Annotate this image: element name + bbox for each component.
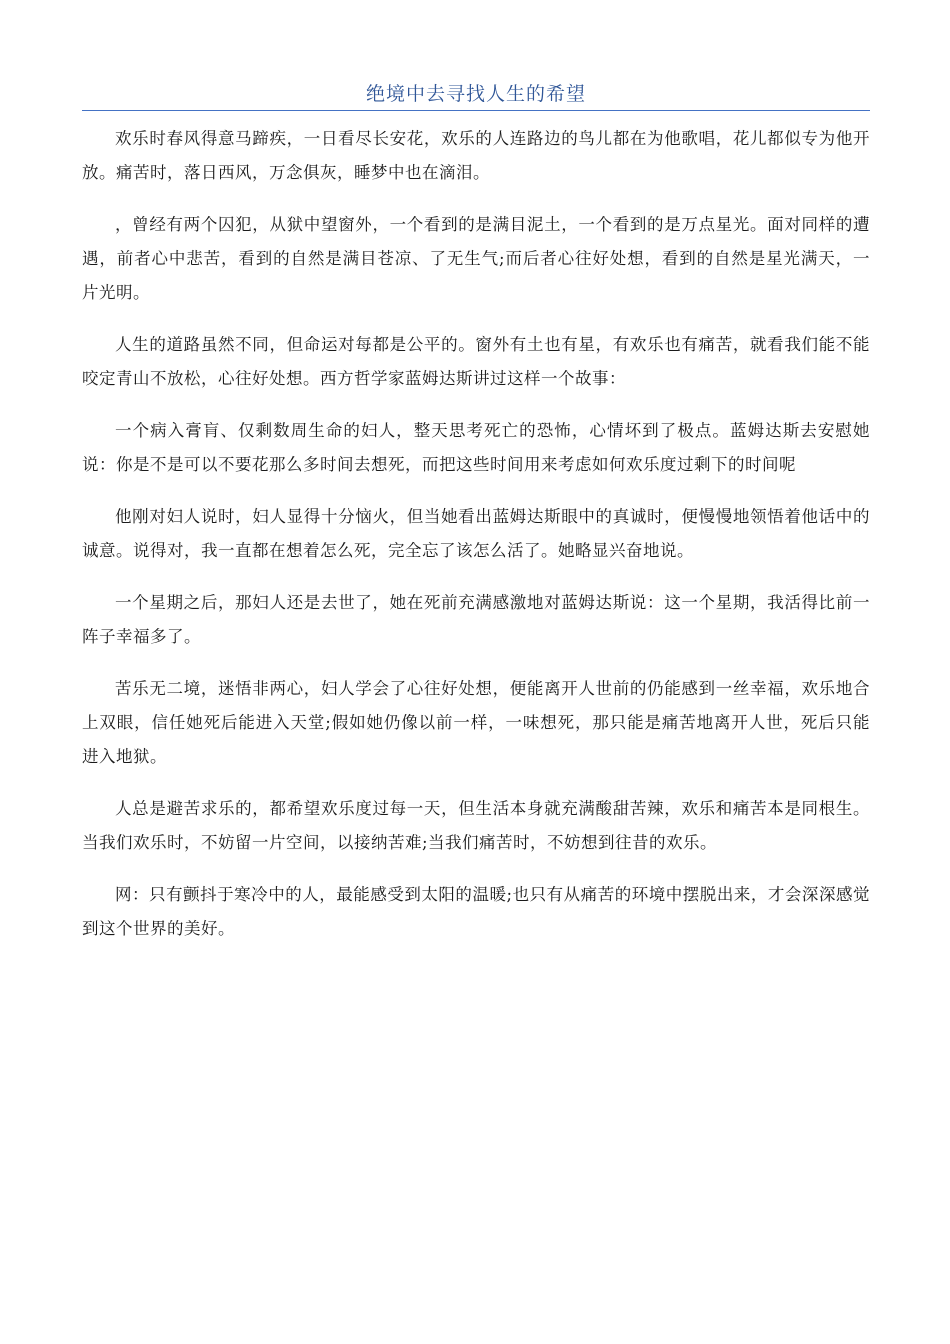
paragraph: 网：只有颤抖于寒冷中的人，最能感受到太阳的温暖;也只有从痛苦的环境中摆脱出来，才会深深感觉到这个世界的美好。: [82, 885, 870, 938]
paragraph: 欢乐时春风得意马蹄疾，一日看尽长安花，欢乐的人连路边的鸟儿都在为他歌唱，花儿都似专为他开放。痛苦时，落日西风，万念俱灰，睡梦中也在滴泪。: [82, 129, 870, 182]
paragraph: 人生的道路虽然不同，但命运对每都是公平的。窗外有土也有星，有欢乐也有痛苦，就看我们能不能咬定青山不放松，心往好处想。西方哲学家蓝姆达斯讲过这样一个故事：: [82, 335, 870, 388]
paragraph: 一个星期之后，那妇人还是去世了，她在死前充满感激地对蓝姆达斯说：这一个星期，我活得比前一阵子幸福多了。: [82, 593, 870, 646]
page-header: [82, 80, 870, 111]
paragraph: 他刚对妇人说时，妇人显得十分恼火，但当她看出蓝姆达斯眼中的真诚时，便慢慢地领悟着他话中的诚意。说得对，我一直都在想着怎么死，完全忘了该怎么活了。她略显兴奋地说。: [82, 507, 870, 560]
paragraph: 人总是避苦求乐的，都希望欢乐度过每一天，但生活本身就充满酸甜苦辣，欢乐和痛苦本是同根生。当我们欢乐时，不妨留一片空间，以接纳苦难;当我们痛苦时，不妨想到往昔的欢乐。: [82, 799, 870, 852]
header-title: 绝境中去寻找人生的希望: [365, 83, 586, 105]
paragraph: ，曾经有两个囚犯，从狱中望窗外，一个看到的是满目泥土，一个看到的是万点星光。面对同样的遭遇，前者心中悲苦，看到的自然是满目苍凉、了无生气;而后者心往好处想，看到的自然是星光满天，一片光明。: [82, 215, 870, 302]
paragraph: 苦乐无二境，迷悟非两心，妇人学会了心往好处想，便能离开人世前的仍能感到一丝幸福，欢乐地合上双眼，信任她死后能进入天堂;假如她仍像以前一样，一味想死，那只能是痛苦地离开人世，死后只能进入地狱。: [82, 679, 870, 766]
paragraph: 一个病入膏肓、仅剩数周生命的妇人，整天思考死亡的恐怖，心情坏到了极点。蓝姆达斯去安慰她说：你是不是可以不要花那么多时间去想死，而把这些时间用来考虑如何欢乐度过剩下的时间呢: [82, 421, 870, 474]
document-body: [82, 122, 870, 964]
